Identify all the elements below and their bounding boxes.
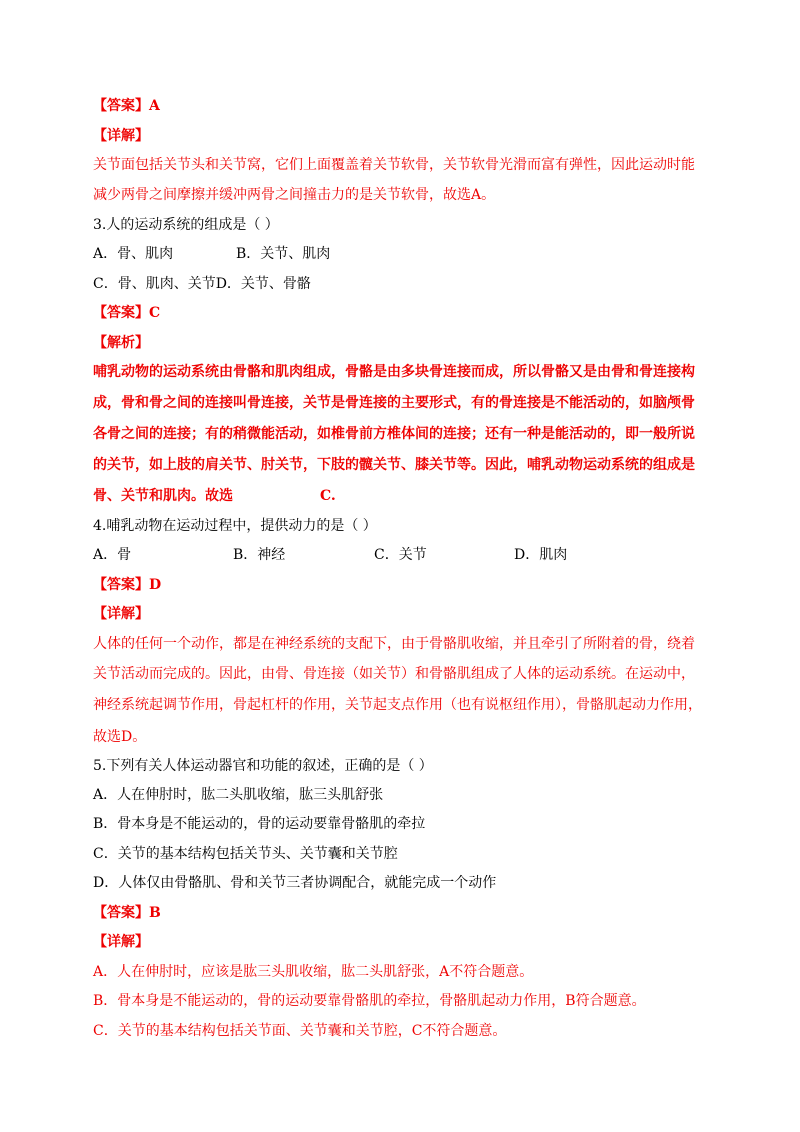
detail-text: 关节面包括关节头和关节窝，它们上面覆盖着关节软骨，关节软骨光滑而富有弹性，因此运动时能 bbox=[93, 157, 695, 173]
detail-text: 故选D。 bbox=[93, 729, 147, 745]
option-d: D．肌肉 bbox=[514, 547, 568, 563]
q3-options-row-2: C．骨、肌肉、关节D．关节、骨骼 bbox=[93, 276, 311, 292]
analysis-text-end: C. bbox=[320, 488, 336, 504]
option-a: A．骨、肌肉 bbox=[93, 246, 174, 262]
question-3: 3.人的运动系统的组成是（ ） bbox=[93, 217, 279, 233]
detail-text: B．骨本身是不能运动的，骨的运动要靠骨骼肌的牵拉，骨骼肌起动力作用，B符合题意。 bbox=[93, 993, 646, 1009]
detail-text: 神经系统起调节作用，骨起杠杆的作用，关节起支点作用（也有说枢纽作用），骨骼肌起动力作用， bbox=[93, 697, 702, 713]
detail-text: 减少两骨之间摩擦并缓冲两骨之间撞击力的是关节软骨，故选A。 bbox=[93, 187, 496, 203]
detail-label: 【详解】 bbox=[93, 128, 149, 144]
option-a: A．骨 bbox=[93, 547, 132, 563]
answer-label: 【答案】D bbox=[93, 577, 162, 593]
option-c: C．关节的基本结构包括关节头、关节囊和关节腔 bbox=[93, 846, 398, 862]
option-c: C．关节 bbox=[374, 547, 427, 563]
option-b: B．骨本身是不能运动的，骨的运动要靠骨骼肌的牵拉 bbox=[93, 816, 426, 832]
analysis-text: 各骨之间的连接；有的稍微能活动，如椎骨前方椎体间的连接；还有一种是能活动的，即一般所说 bbox=[93, 426, 695, 442]
analysis-text: 的关节，如上肢的肩关节、肘关节，下肢的髋关节、膝关节等。因此，哺乳动物运动系统的组成是 bbox=[93, 457, 695, 473]
answer-label: 【答案】B bbox=[93, 905, 161, 921]
analysis-label: 【解析】 bbox=[93, 335, 149, 351]
analysis-text: 成，骨和骨之间的连接叫骨连接，关节是骨连接的主要形式，有的骨连接是不能活动的，如脑颅骨 bbox=[93, 395, 695, 411]
detail-text: 人体的任何一个动作，都是在神经系统的支配下，由于骨骼肌收缩，并且牵引了所附着的骨，绕着 bbox=[93, 636, 695, 652]
answer-label: 【答案】A bbox=[93, 98, 160, 114]
detail-text: C．关节的基本结构包括关节面、关节囊和关节腔，C不符合题意。 bbox=[93, 1023, 507, 1039]
detail-text: A．人在伸肘时，应该是肱三头肌收缩，肱二头肌舒张，A不符合题意。 bbox=[93, 964, 534, 980]
analysis-text: 哺乳动物的运动系统由骨骼和肌肉组成，骨骼是由多块骨连接而成，所以骨骼又是由骨和骨连接构 bbox=[93, 364, 695, 380]
detail-text: 关节活动而完成的。因此，由骨、骨连接（如关节）和骨骼肌组成了人体的运动系统。在运动中， bbox=[93, 666, 695, 682]
question-5: 5.下列有关人体运动器官和功能的叙述，正确的是（ ） bbox=[93, 758, 433, 774]
option-a: A．人在伸肘时，肱二头肌收缩，肱三头肌舒张 bbox=[93, 787, 384, 803]
detail-label: 【详解】 bbox=[93, 934, 149, 950]
detail-label: 【详解】 bbox=[93, 606, 149, 622]
answer-label: 【答案】C bbox=[93, 305, 161, 321]
option-b: B．关节、肌肉 bbox=[236, 246, 331, 262]
option-b: B．神经 bbox=[233, 547, 286, 563]
option-d: D．人体仅由骨骼肌、骨和关节三者协调配合，就能完成一个动作 bbox=[93, 875, 497, 891]
question-4: 4.哺乳动物在运动过程中，提供动力的是（ ） bbox=[93, 518, 377, 534]
analysis-text-start: 骨、关节和肌肉。故选 bbox=[93, 488, 233, 504]
